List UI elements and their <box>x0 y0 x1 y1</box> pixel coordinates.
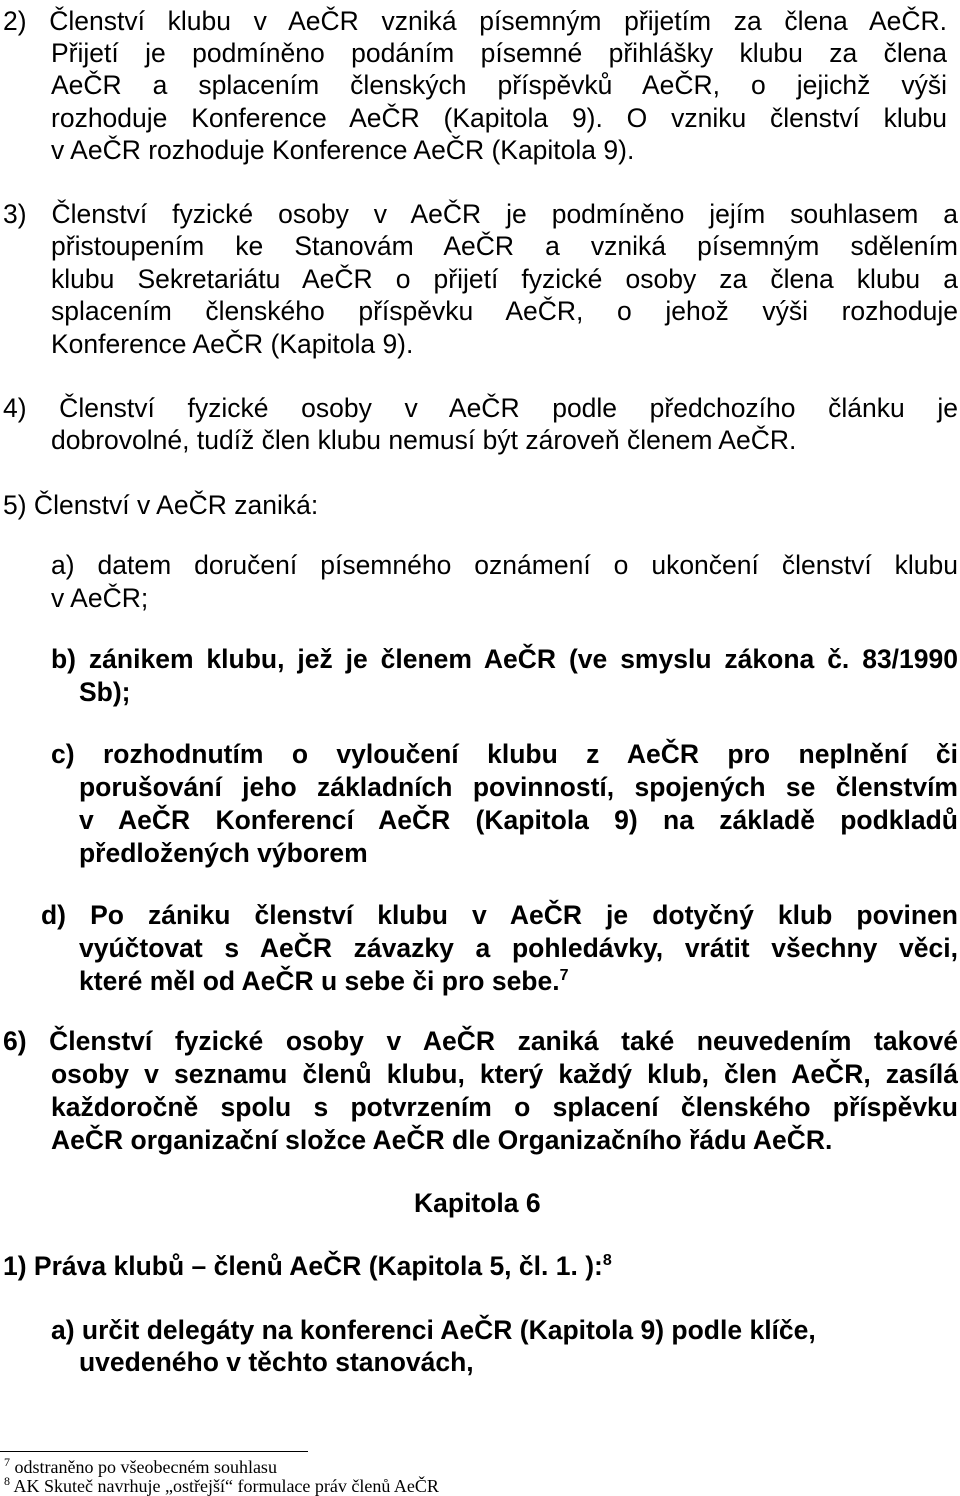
text-line: Sb); <box>79 677 131 707</box>
text-line: předložených výborem <box>79 838 368 868</box>
text-line: a) určit delegáty na konferenci AeČR (Kapitola 9) podle klíče, <box>51 1315 816 1345</box>
text-line: v AeČR Konferencí AeČR (Kapitola 9) na základě podkladů <box>79 805 958 835</box>
text-line: AeČR a splacením členských příspěvků AeČR, o jejichž výši <box>51 70 947 100</box>
text-span: které měl od AeČR u sebe či pro sebe. <box>79 966 560 996</box>
footnote-8 <box>4 1474 439 1496</box>
footnote-ref-8: 8 <box>602 1252 612 1270</box>
footnote-number: 7 <box>4 1455 10 1469</box>
footnote-ref-7: 7 <box>559 967 569 985</box>
text-line: d) Po zániku členství klubu v AeČR je dotyčný klub povinen <box>41 900 958 930</box>
heading-text: 1) Práva klubů – členů AeČR (Kapitola 5, čl. 1. ): <box>3 1251 603 1281</box>
text-line: 3) Členství fyzické osoby v AeČR je podmíněno jejím souhlasem a <box>3 199 958 229</box>
text-line: AeČR organizační složce AeČR dle Organizačního řádu AeČR. <box>51 1125 833 1155</box>
text-line <box>79 965 569 997</box>
text-line: 2) Členství klubu v AeČR vzniká písemným přijetím za člena AeČR. <box>3 6 947 36</box>
text-line: každoročně spolu s potvrzením o splacení členského příspěvku <box>51 1092 958 1122</box>
footnote-7 <box>4 1457 277 1478</box>
footnote-separator <box>0 1451 308 1452</box>
footnote-number: 8 <box>4 1474 10 1488</box>
text-line: b) zánikem klubu, jež je členem AeČR (ve smyslu zákona č. 83/1990 <box>51 644 958 674</box>
paragraph-5-heading: 5) Členství v AeČR zaniká: <box>3 490 319 520</box>
text-line: klubu Sekretariátu AeČR o přijetí fyzické osoby za člena klubu a <box>51 264 958 294</box>
text-line: porušování jeho základních povinností, spojených se členstvím <box>79 772 958 802</box>
footnote-text: AK Skuteč navrhuje „ostřejší“ formulace práv členů AeČR <box>13 1476 439 1496</box>
text-line: vyúčtovat s AeČR závazky a pohledávky, vrátit všechny věci, <box>79 933 958 963</box>
text-line: přistoupením ke Stanovám AeČR a vzniká písemným sdělením <box>51 231 958 261</box>
text-line: rozhoduje Konference AeČR (Kapitola 9). O vzniku členství klubu <box>51 103 947 133</box>
text-line: v AeČR; <box>51 583 149 613</box>
text-line: dobrovolné, tudíž člen klubu nemusí být zároveň členem AeČR. <box>51 425 797 455</box>
text-line: 6) Členství fyzické osoby v AeČR zaniká také neuvedením takové <box>3 1026 958 1056</box>
text-line: uvedeného v těchto stanovách, <box>79 1347 474 1377</box>
text-line: splacením členského příspěvku AeČR, o jehož výši rozhoduje <box>51 296 958 326</box>
footnote-text: odstraněno po všeobecném souhlasu <box>14 1457 277 1477</box>
chapter-6-heading <box>3 1250 612 1282</box>
text-line: a) datem doručení písemného oznámení o ukončení členství klubu <box>51 550 958 580</box>
text-line: Přijetí je podmíněno podáním písemné přihlášky klubu za člena <box>51 38 947 68</box>
text-line: osoby v seznamu členů klubu, který každý klub, člen AeČR, zasílá <box>51 1059 958 1089</box>
text-line: c) rozhodnutím o vyloučení klubu z AeČR pro neplnění či <box>51 739 958 769</box>
chapter-title: Kapitola 6 <box>414 1188 541 1218</box>
text-line: Konference AeČR (Kapitola 9). <box>51 329 414 359</box>
text-line: 4) Členství fyzické osoby v AeČR podle předchozího článku je <box>3 393 958 423</box>
text-line: v AeČR rozhoduje Konference AeČR (Kapitola 9). <box>51 135 635 165</box>
